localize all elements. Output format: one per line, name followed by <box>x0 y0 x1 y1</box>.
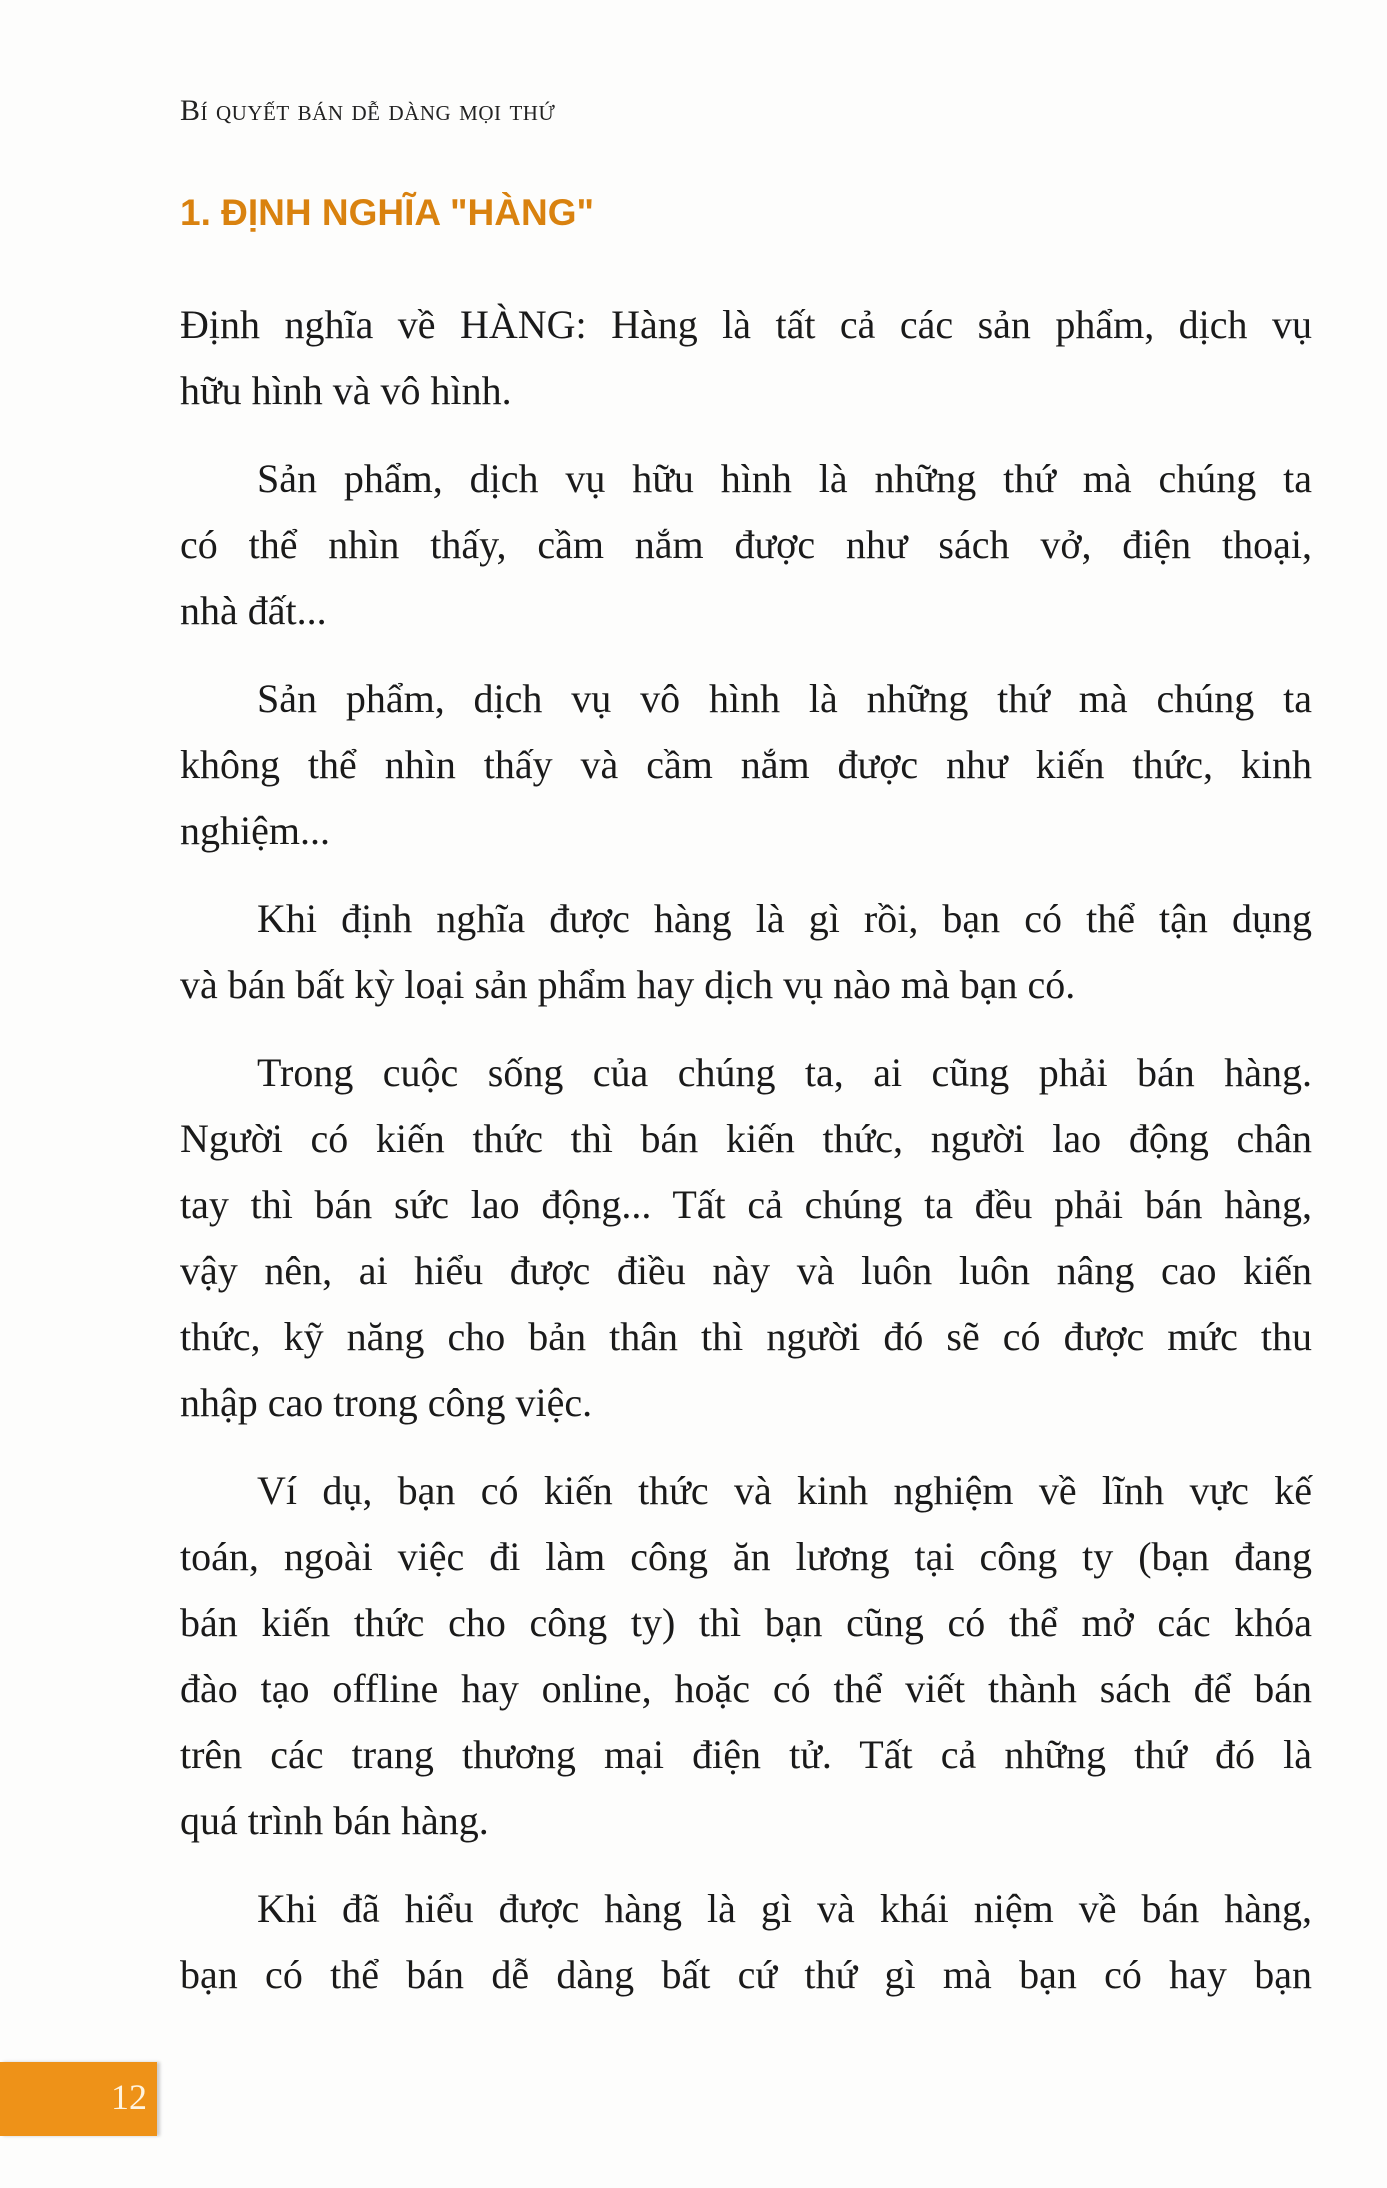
text-line: quá trình bán hàng. <box>180 1798 489 1843</box>
page-number: 12 <box>111 2077 147 2117</box>
text-line: Khi đã hiểu được hàng là gì và khái niệm về bán hàng, <box>257 1886 1312 1931</box>
text-line: thức, kỹ năng cho bản thân thì người đó sẽ có được mức thu <box>180 1314 1312 1359</box>
text-line: đào tạo offline hay online, hoặc có thể viết thành sách để bán <box>180 1666 1312 1711</box>
text-line: không thể nhìn thấy và cầm nắm được như kiến thức, kinh <box>180 742 1312 787</box>
text-line: toán, ngoài việc đi làm công ăn lương tại công ty (bạn đang <box>180 1534 1312 1579</box>
text-line: Khi định nghĩa được hàng là gì rồi, bạn có thể tận dụng <box>257 896 1312 941</box>
text-line: Người có kiến thức thì bán kiến thức, người lao động chân <box>180 1116 1312 1161</box>
text-line: Định nghĩa về HÀNG: Hàng là tất cả các sản phẩm, dịch vụ <box>180 302 1312 347</box>
text-line: vậy nên, ai hiểu được điều này và luôn luôn nâng cao kiến <box>180 1248 1312 1293</box>
running-header: Bí quyết bán dễ dàng mọi thứ <box>180 94 556 127</box>
text-line: và bán bất kỳ loại sản phẩm hay dịch vụ nào mà bạn có. <box>180 962 1076 1007</box>
text-line: trên các trang thương mại điện tử. Tất cả những thứ đó là <box>180 1732 1312 1777</box>
paragraph <box>180 292 1312 424</box>
text-line: tay thì bán sức lao động... Tất cả chúng ta đều phải bán hàng, <box>180 1182 1312 1227</box>
text-line: Sản phẩm, dịch vụ vô hình là những thứ mà chúng ta <box>257 676 1312 721</box>
paragraph <box>180 886 1312 1018</box>
text-line: có thể nhìn thấy, cầm nắm được như sách vở, điện thoại, <box>180 522 1312 567</box>
text-line: Ví dụ, bạn có kiến thức và kinh nghiệm về lĩnh vực kế <box>257 1468 1312 1513</box>
paragraph <box>180 1040 1312 1436</box>
page-number-box <box>0 2062 157 2136</box>
paragraph <box>180 1458 1312 1854</box>
text-line: bán kiến thức cho công ty) thì bạn cũng có thể mở các khóa <box>180 1600 1312 1645</box>
text-line: nghiệm... <box>180 808 330 853</box>
paragraph <box>180 446 1312 644</box>
paragraph <box>180 666 1312 864</box>
text-line: Sản phẩm, dịch vụ hữu hình là những thứ mà chúng ta <box>257 456 1312 501</box>
text-line: nhập cao trong công việc. <box>180 1380 593 1425</box>
text-line: Trong cuộc sống của chúng ta, ai cũng phải bán hàng. <box>257 1050 1312 1095</box>
paragraph <box>180 1876 1312 2008</box>
text-line: bạn có thể bán dễ dàng bất cứ thứ gì mà bạn có hay bạn <box>180 1952 1312 1997</box>
text-line: hữu hình và vô hình. <box>180 368 512 413</box>
body-text <box>180 292 1312 2030</box>
text-line: nhà đất... <box>180 588 327 633</box>
section-heading: 1. ĐỊNH NGHĨA "HÀNG" <box>180 192 595 233</box>
